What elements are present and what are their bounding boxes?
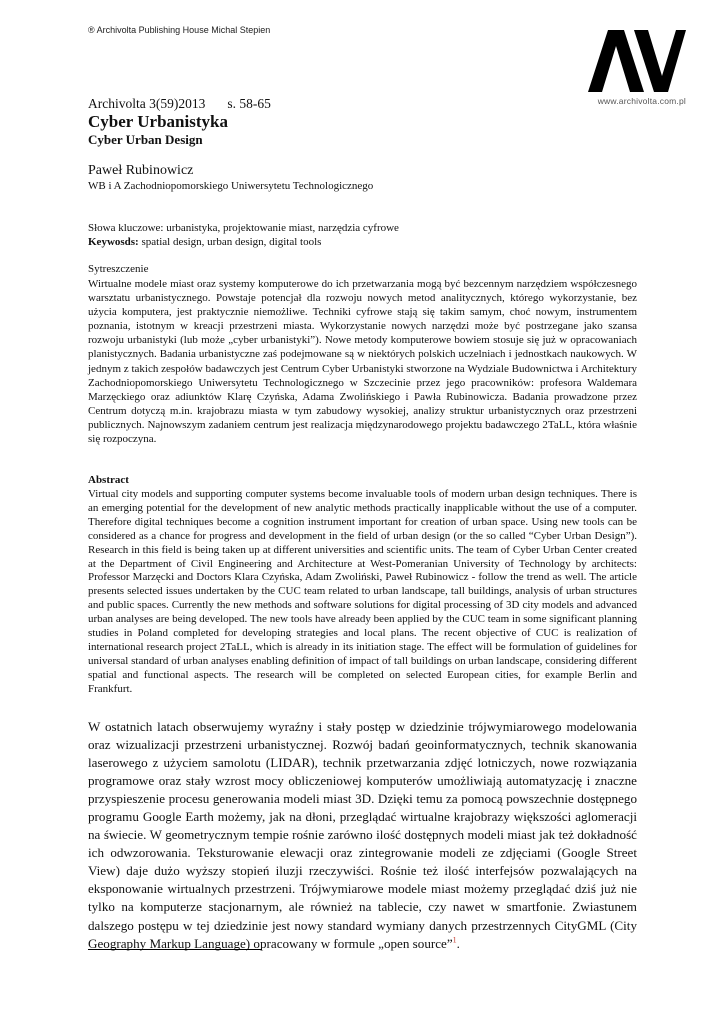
body-paragraph	[88, 718, 637, 953]
article-title: Cyber Urbanistyka	[88, 112, 228, 131]
journal-meta	[88, 96, 271, 112]
keywords-polish: Słowa kluczowe: urbanistyka, projektowanie miast, narzędzia cyfrowe	[88, 222, 399, 234]
keywords-english	[88, 236, 636, 249]
article-subtitle: Cyber Urban Design	[88, 132, 203, 147]
abstract-heading: Abstract	[88, 474, 129, 486]
page-range: s. 58-65	[227, 96, 271, 111]
body-text: W ostatnich latach obserwujemy wyraźny i stały postęp w dziedzinie trójwymiarowego modelowania oraz wizualizacji przestrzeni urbanistycznej. Rozwój badań geoinformatycznych, technik skanowania laserowego z użyciem samolotu (LIDAR), technik przetwarzania zdjęć lotniczych, nowe rozwiązania programowe oraz stały wzrost mocy obliczeniowej komputerów umożliwiają automatyzację i znaczne przyspieszenie procesu generowania modeli miast 3D. Dzięki temu za pomocą powszechnie dostępnego programu Google Earth możemy, jak na dłoni, przeglądać wirtualne krajobrazy większości aglomeracji na świecie. W geometrycznym tempie rośnie zarówno ilość dostępnych modeli miast jak też dokładność ich odwzorowania. Teksturowanie elewacji oraz zintegrowanie modeli ze zdjęciami (Google Street View) daje dużo wyższy stopień iluzji rzeczywiści. Rośnie też ilość interfejsów pozwalających na eksponowanie wirtualnych przestrzeni. Trójwymiarowe modele miast możemy przeglądać dziś już nie tylko na komputerze stacjonarnym, ale również na tablecie, czy nawet w smartfonie. Zwiastunem dalszego postępu w tej dziedzinie jest nowy standard wymiany danych przestrzennych CityGML (City Geography Markup Language) opracowany w formule „open source”	[88, 719, 637, 951]
keywords-english-text: spatial design, urban design, digital tools	[138, 236, 322, 248]
footnote-divider	[88, 949, 262, 950]
synopsis-text: Wirtualne modele miast oraz systemy komputerowe do ich przetwarzania mogą być bezcennym narzędziem współczesnego warsztatu urbanistycznego. Powstaje potencjał dla rozwoju nowych metod analitycznych, którego wykorzystanie, bez użycia komputera, jest praktycznie niemożliwe. Techniki cyfrowe stają się takim samym, choć nowym, instrumentem poznania, istotnym w kreacji przestrzeni miasta. Wykorzystanie nowych narzędzi może być postrzegane jako szansa rozwoju urbanistyki (lub może „cyber urbanistyki”). Nowe metody komputerowe bowiem stosuje się już w opracowaniach planistycznych. Badania urbanistyczne zaś podejmowane są w niektórych polskich uczelniach i jednostkach naukowych. W jednym z takich zespołów badawczych jest Centrum Cyber Urbanistyki stworzone na Wydziale Budownictwa i Architektury Zachodniopomorskiego Uniwersytetu Technologicznego w Szczecinie przez jego pracowników: profesora Waldemara Marzęckiego oraz adiunktów Klarę Czyńska, Adama Zwolińskiego i Pawła Rubinowicza. Badania prowadzone przez Centrum dotyczą m.in. krajobrazu miasta w tym zabudowy wysokiej, analizy struktur urbanistycznych oraz przestrzeni publicznych. Najnowszym zadaniem centrum jest realizacja międzynarodowego projektu badawczego 2TaLL, która właśnie się rozpoczyna.	[88, 278, 637, 446]
journal-issue: Archivolta 3(59)2013	[88, 96, 206, 111]
copyright-notice: ® Archivolta Publishing House Michal Stepien	[88, 25, 271, 35]
author-affiliation: WB i A Zachodniopomorskiego Uniwersytetu Technologicznego	[88, 180, 374, 192]
abstract-text: Virtual city models and supporting computer systems become invaluable tools of modern urban design techniques. There is an emerging potential for the development of new analytic methods practically inapplicable without the use of a computer. Therefore digital techniques become a cognition instrument important for creation of urban space. Using new tools can be considered as a chance for progress and development in the field of urban design (or the so called “Cyber Urban Design”). Research in this field is being taken up at different universities and scientific units. The team of Cyber Urban Center created at the Department of Civil Engineering and Architecture at West-Pomeranian University of Technology by architects: Professor Marzęcki and Doctors Klara Czyńska, Adam Zwoliński, Paweł Rubinowicz - follow the trend as well. The article presents selected issues undertaken by the CUC team related to urban landscape, tall buildings, analysis of urban structures and public spaces. Currently the new methods and software solutions for digital processing of 3D city models and advanced urban analyses are being developed. The new tools have already been applied by the CUC team in some significant planning studies in Poland completed for developing strategies and local plans. The recent objective of CUC is realization of international research project 2TaLL, which is already in its initiation stage. The effect will be formulation of guidelines for universal standard of urban analyses enabling definition of impact of tall buildings on urban landscape, considering different spatial and functional aspects. The research will be completed on selected European cities, for example Berlin and Frankfurt.	[88, 488, 637, 695]
footnote-reference[interactable]: 1	[452, 935, 457, 945]
synopsis-heading: Sytreszczenie	[88, 263, 149, 275]
author-name: Paweł Rubinowicz	[88, 163, 194, 178]
publisher-logo	[586, 30, 686, 106]
body-end: .	[456, 935, 460, 951]
publisher-url[interactable]: www.archivolta.com.pl	[597, 96, 686, 106]
av-logo-icon	[586, 30, 686, 92]
keywords-english-label: Keywosds:	[88, 236, 139, 248]
